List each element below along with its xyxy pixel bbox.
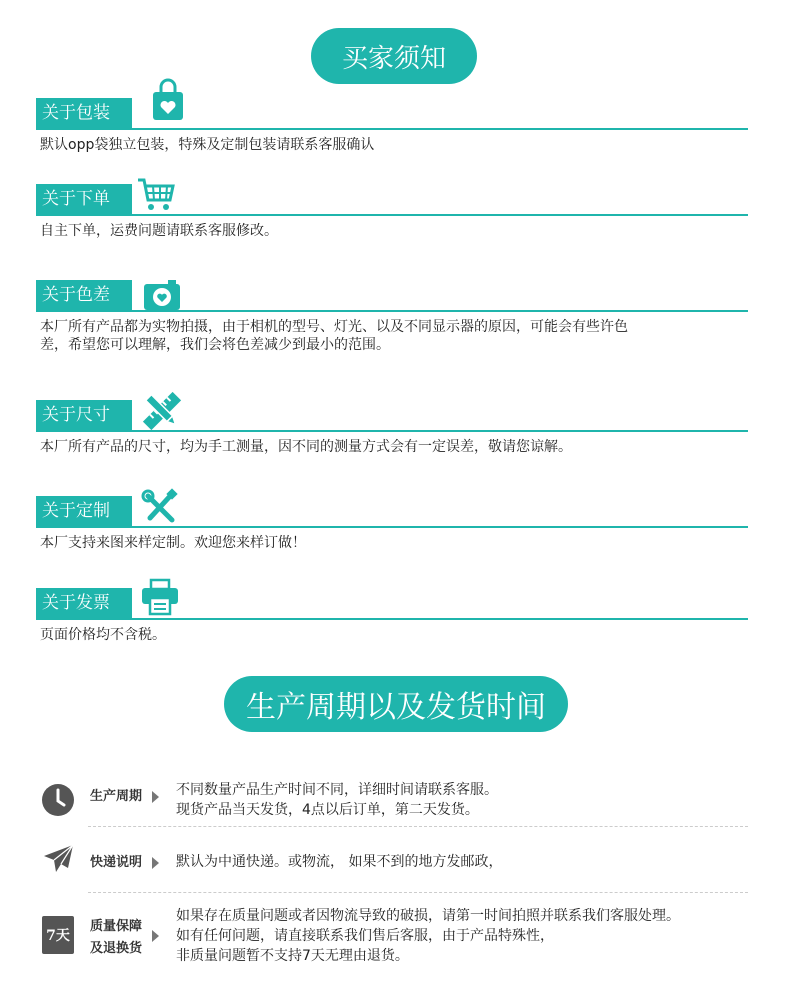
section-text: 本厂所有产品的尺寸，均为手工测量，因不同的测量方式会有一定误差，敬请您谅解。 [40, 439, 572, 455]
pencil-ruler-icon [142, 392, 182, 430]
section-color-difference [36, 280, 748, 353]
section-text: 自主下单，运费问题请联系客服修改。 [40, 223, 278, 239]
section-label: 关于色差 [36, 280, 132, 310]
camera-heart-icon [142, 276, 182, 314]
arrow-right-icon [152, 791, 159, 803]
section-divider [36, 214, 748, 216]
section-divider [36, 430, 748, 432]
section-label: 关于包装 [36, 98, 132, 128]
section-text: 本厂所有产品都为实物拍摄，由于相机的型号、灯光、以及不同显示器的原因，可能会有些许色 差，希望您可以理解，我们会将色差减少到最小的范围。 [40, 319, 628, 353]
section-label: 关于发票 [36, 588, 132, 618]
page-title: 买家须知 [341, 43, 446, 74]
section-divider [36, 526, 748, 528]
production-title: 生产周期以及发货时间 [246, 690, 546, 725]
section-text: 默认opp袋独立包装，特殊及定制包装请联系客服确认 [40, 137, 375, 153]
section-packaging [36, 98, 748, 158]
section-label: 关于定制 [36, 496, 132, 526]
info-row-production-cycle [36, 778, 748, 826]
seven-day-calendar-icon: 7天 [42, 916, 74, 954]
section-text: 本厂支持来图来样定制。欢迎您来样订做！ [40, 535, 306, 551]
row-text: 默认为中通快递。或物流， 如果不到的地方发邮政， [176, 854, 503, 870]
row-text: 不同数量产品生产时间不同，详细时间请联系客服。 现货产品当天发货，4点以后订单，第二天发货。 [176, 782, 498, 818]
arrow-right-icon [152, 930, 159, 942]
page-title-pill [311, 28, 477, 84]
section-customization [36, 496, 748, 556]
airplane-icon [40, 842, 76, 878]
section-invoice [36, 588, 748, 648]
section-divider [36, 618, 748, 620]
shopping-bag-heart-icon [148, 78, 188, 124]
row-label: 质量保障 及退换货 [90, 919, 143, 956]
arrow-right-icon [152, 857, 159, 869]
section-label: 关于尺寸 [36, 400, 132, 430]
section-size [36, 400, 748, 460]
row-text: 如果存在质量问题或者因物流导致的破损，请第一时间拍照并联系我们客服处理。 如有任何问题，请直接联系我们售后客服，由于产品特殊性， 非质量问题暂不支持7天无理由退货。 [176, 908, 680, 964]
section-ordering [36, 184, 748, 244]
printer-icon [140, 578, 180, 616]
row-divider [88, 892, 748, 893]
row-label: 快递说明 [90, 855, 143, 870]
info-row-quality-guarantee [36, 904, 748, 974]
production-title-pill [224, 676, 568, 732]
section-text: 页面价格均不含税。 [40, 627, 166, 643]
row-label: 生产周期 [90, 789, 143, 804]
info-row-shipping [36, 842, 748, 882]
wrench-screwdriver-icon [140, 488, 180, 526]
section-divider [36, 128, 748, 130]
shopping-cart-icon [136, 176, 176, 214]
row-divider [88, 826, 748, 827]
section-label: 关于下单 [36, 184, 132, 214]
clock-icon [40, 782, 76, 818]
